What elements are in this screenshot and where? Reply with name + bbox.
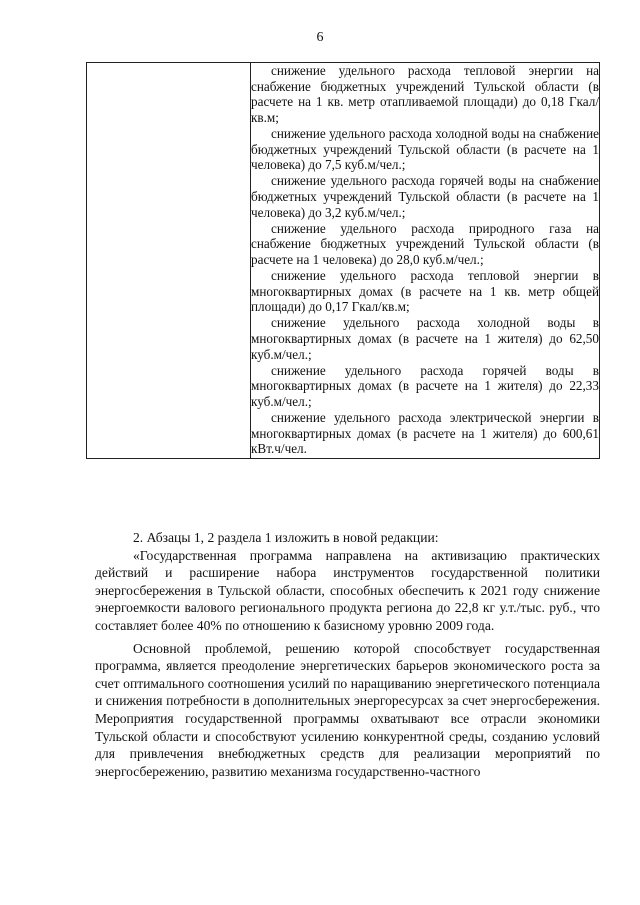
amendment-heading: 2. Абзацы 1, 2 раздела 1 изложить в новой редакции: — [133, 530, 439, 545]
indicators-table — [86, 62, 600, 459]
indicator-item: снижение удельного расхода горячей воды в многоквартирных домах (в расчете на 1 жителя) до 22,33 куб.м/чел.; — [251, 362, 599, 410]
indicator-item: снижение удельного расхода электрической энергии в многоквартирных домах (в расчете на 1 жителя) до 600,61 кВт.ч/чел. — [251, 410, 599, 457]
indicator-item: снижение удельного расхода тепловой энергии в многоквартирных домах (в расчете на 1 кв. метр общей площади) до 0,17 Гкал/кв.м; — [251, 268, 599, 315]
table-left-cell — [87, 63, 251, 459]
table-row — [87, 63, 600, 459]
document-body — [95, 529, 600, 780]
page-number: 6 — [316, 30, 324, 45]
indicator-item: снижение удельного расхода горячей воды на снабжение бюджетных учреждений Тульской области (в расчете на 1 человека) до 3,2 куб.м/чел.; — [251, 173, 599, 220]
indicator-item: снижение удельного расхода холодной воды в многоквартирных домах (в расчете на 1 жителя) до 62,50 куб.м/чел.; — [251, 315, 599, 362]
paragraph-main-problem: Основной проблемой, решению которой способствует государственная программа, является преодоление энергетических барьеров экономического роста за счет оптимального соотношения усилий по наращиванию энергетического потенциала и снижения потребности в дополнительных энергоресурсах за счет энергосбережения. Мероприятия государственной программы охватывают все отрасли экономики Тульской области и способствуют усилению конкурентной среды, созданию условий для привлечения внебюджетных средств для реализации мероприятий по энергосбережению, развитию механизма государственно-частного — [95, 640, 600, 779]
table-right-cell — [251, 63, 600, 459]
indicator-item: снижение удельного расхода тепловой энергии на снабжение бюджетных учреждений Тульской области (в расчете на 1 кв. метр отапливаемой площади) до 0,18 Гкал/кв.м; — [251, 63, 599, 125]
indicator-item: снижение удельного расхода холодной воды на снабжение бюджетных учреждений Тульской области (в расчете на 1 человека) до 7,5 куб.м/чел.; — [251, 125, 599, 173]
paragraph-program-goal: «Государственная программа направлена на активизацию практических действий и расширение набора инструментов государственной политики энергосбережения в Тульской области, способных обеспечить к 2021 году снижение энергоемкости валового регионального продукта региона до 22,8 кг у.т./тыс. руб., что составляет более 40% по отношению к базисному уровню 2009 года. — [95, 547, 600, 633]
indicator-item: снижение удельного расхода природного газа на снабжение бюджетных учреждений Тульской области (в расчете на 1 человека) до 28,0 куб.м/чел.; — [251, 220, 599, 267]
